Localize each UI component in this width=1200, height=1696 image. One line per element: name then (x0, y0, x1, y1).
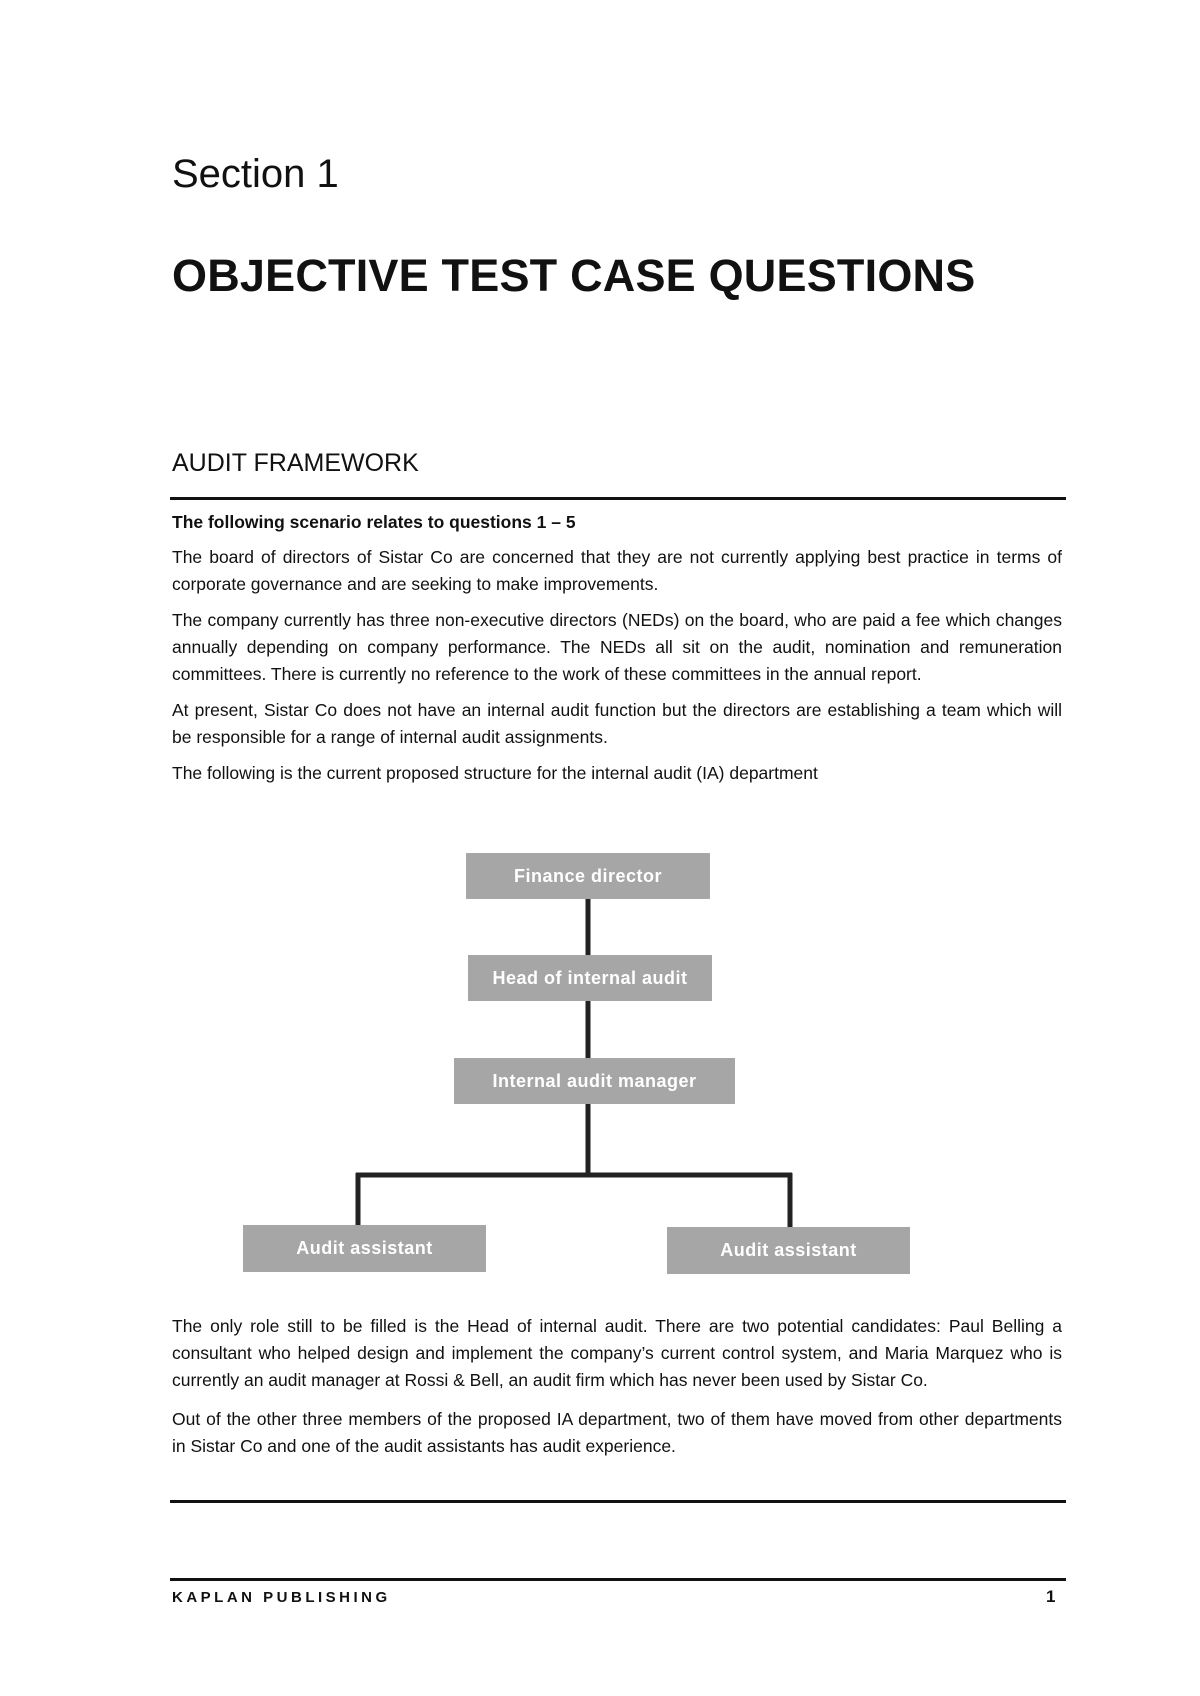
page-number: 1 (1046, 1587, 1056, 1606)
footer-publisher: KAPLAN PUBLISHING (172, 1589, 391, 1606)
page-title: OBJECTIVE TEST CASE QUESTIONS (172, 250, 976, 301)
audit-assistant-right-box: Audit assistant (667, 1227, 910, 1274)
footer-divider (170, 1578, 1066, 1581)
paragraph-3: At present, Sistar Co does not have an internal audit function but the directors are establishing a team which will be responsible for a range of internal audit assignments. (172, 700, 1062, 747)
section-label: Section 1 (172, 152, 339, 196)
paragraph-5: The only role still to be filled is the Head of internal audit. There are two potential candidates: Paul Belling a consultant who helped design and implement the company’s current control system, and Maria Marquez who is currently an audit manager at Rossi & Bell, an audit firm which has never been used by Sistar Co. (172, 1316, 1062, 1390)
paragraph-1: The board of directors of Sistar Co are concerned that they are not currently applying best practice in terms of corporate governance and are seeking to make improvements. (172, 547, 1062, 594)
after-text (172, 1313, 1062, 1472)
internal-audit-manager-box: Internal audit manager (454, 1058, 735, 1104)
paragraph-2: The company currently has three non-executive directors (NEDs) on the board, who are paid a fee which changes annually depending on company performance. The NEDs all sit on the audit, nomination and remuneration committees. There is currently no reference to the work of these committees in the annual report. (172, 610, 1062, 684)
bottom-divider (170, 1500, 1066, 1503)
block-title: AUDIT FRAMEWORK (172, 449, 419, 477)
paragraph-4: The following is the current proposed structure for the internal audit (IA) department (172, 763, 818, 783)
audit-assistant-left-box: Audit assistant (243, 1225, 486, 1272)
head-of-internal-audit-box: Head of internal audit (468, 955, 712, 1001)
finance-director-box: Finance director (466, 853, 710, 899)
scenario-intro: The following scenario relates to questions 1 – 5 (172, 512, 576, 532)
paragraph-6: Out of the other three members of the proposed IA department, two of them have moved from other departments in Sistar Co and one of the audit assistants has audit experience. (172, 1409, 1062, 1456)
top-divider (170, 497, 1066, 500)
scenario-text (172, 509, 1062, 796)
